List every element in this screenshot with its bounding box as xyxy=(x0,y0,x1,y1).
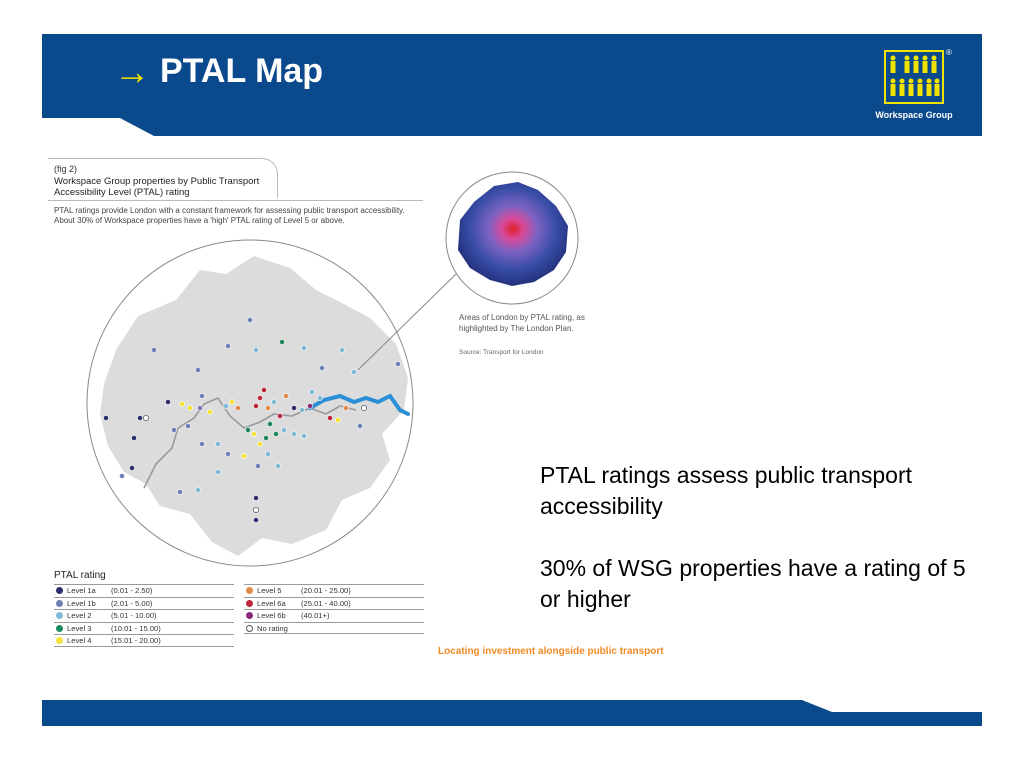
property-marker xyxy=(319,365,324,370)
legend-swatch xyxy=(56,587,63,594)
property-marker xyxy=(103,415,108,420)
inset-caption: Areas of London by PTAL rating, as highlighted by The London Plan. xyxy=(459,313,585,333)
legend-row xyxy=(54,597,234,610)
logo-people-icon xyxy=(884,50,944,104)
figure-divider xyxy=(48,200,423,201)
arrow-icon: → xyxy=(114,50,150,92)
property-marker xyxy=(357,423,362,428)
property-marker xyxy=(275,463,280,468)
legend-row xyxy=(244,584,424,597)
property-marker xyxy=(177,489,182,494)
property-marker xyxy=(199,393,204,398)
legend-swatch xyxy=(56,612,63,619)
property-marker xyxy=(187,405,192,410)
legend-row xyxy=(54,622,234,635)
property-marker xyxy=(241,453,246,458)
bullet-list xyxy=(540,460,970,646)
legend-range: (5.01 - 10.00) xyxy=(111,611,157,621)
property-marker xyxy=(229,399,234,404)
property-marker xyxy=(223,403,228,408)
property-marker xyxy=(253,347,258,352)
legend-label: Level 1a xyxy=(67,586,96,596)
property-marker xyxy=(245,427,250,432)
legend-row xyxy=(54,634,234,647)
property-marker xyxy=(339,347,344,352)
property-marker xyxy=(327,415,332,420)
property-marker xyxy=(253,507,258,512)
property-marker xyxy=(291,405,296,410)
legend-title: PTAL rating xyxy=(54,570,106,581)
property-marker xyxy=(225,451,230,456)
property-marker xyxy=(253,403,258,408)
figure-description: PTAL ratings provide London with a constant framework for assessing public transport accessibility. About 30% of Workspace properties have a 'high' PTAL rating of Level 5 or above. xyxy=(54,206,405,225)
legend-range: (0.01 - 2.50) xyxy=(111,586,153,596)
property-marker xyxy=(281,427,286,432)
property-marker xyxy=(251,431,256,436)
legend-swatch xyxy=(246,587,253,594)
property-marker xyxy=(309,389,314,394)
property-marker xyxy=(199,441,204,446)
property-marker xyxy=(301,433,306,438)
property-marker xyxy=(335,417,340,422)
company-logo xyxy=(864,46,964,126)
property-marker xyxy=(263,435,268,440)
legend-label: Level 3 xyxy=(67,624,92,634)
property-marker xyxy=(301,345,306,350)
legend-row xyxy=(244,609,424,622)
legend-row xyxy=(244,597,424,610)
legend-swatch xyxy=(56,600,63,607)
legend-range: (20.01 - 25.00) xyxy=(301,586,351,596)
property-marker xyxy=(267,421,272,426)
property-marker xyxy=(165,399,170,404)
property-marker xyxy=(131,435,136,440)
property-marker xyxy=(279,339,284,344)
property-marker xyxy=(307,403,312,408)
legend-row xyxy=(244,622,424,635)
footer-background xyxy=(42,698,982,726)
footer-caption-clip xyxy=(438,646,664,668)
inset-source: Source: Transport for London xyxy=(459,349,544,356)
legend-label: Level 6b xyxy=(257,611,286,621)
property-marker xyxy=(277,413,282,418)
property-marker xyxy=(143,415,148,420)
property-marker xyxy=(255,463,260,468)
page-title-text: PTAL Map xyxy=(160,52,324,90)
legend-right-column xyxy=(244,584,424,634)
property-marker xyxy=(317,395,322,400)
property-marker xyxy=(129,465,134,470)
property-marker xyxy=(197,405,202,410)
legend-swatch xyxy=(56,625,63,632)
property-marker xyxy=(253,517,258,522)
figure-label: (fig 2) xyxy=(54,164,78,174)
property-marker xyxy=(265,405,270,410)
figure-title: Workspace Group properties by Public Transport Accessibility Level (PTAL) rating xyxy=(54,176,260,198)
property-marker xyxy=(271,399,276,404)
legend-label: Level 4 xyxy=(67,636,92,646)
legend-label: Level 1b xyxy=(67,598,96,608)
property-marker xyxy=(119,473,124,478)
property-marker xyxy=(351,369,356,374)
page-title xyxy=(114,52,323,91)
london-map xyxy=(78,238,423,568)
legend-swatch xyxy=(246,612,253,619)
property-marker xyxy=(235,405,240,410)
legend-range: (10.01 - 15.00) xyxy=(111,624,161,634)
legend-row xyxy=(54,609,234,622)
inset-map xyxy=(438,170,588,310)
property-marker xyxy=(247,317,252,322)
property-marker xyxy=(291,431,296,436)
bullet-item: PTAL ratings assess public transport accessibility xyxy=(540,462,912,519)
property-marker xyxy=(207,409,212,414)
property-marker xyxy=(361,405,366,410)
legend-label: Level 2 xyxy=(67,611,92,621)
legend-range: (15.01 - 20.00) xyxy=(111,636,161,646)
property-marker xyxy=(257,441,262,446)
property-marker xyxy=(137,415,142,420)
property-marker xyxy=(215,441,220,446)
legend-swatch xyxy=(246,625,253,632)
footer-band xyxy=(42,698,982,726)
property-marker xyxy=(195,487,200,492)
property-marker xyxy=(253,495,258,500)
logo-text: Workspace Group xyxy=(875,110,953,120)
legend-label: Level 6a xyxy=(257,598,286,608)
footer-caption: Locating investment alongside public transport xyxy=(438,646,664,657)
property-marker xyxy=(215,469,220,474)
property-marker xyxy=(299,407,304,412)
legend-left-column xyxy=(54,584,234,647)
property-marker xyxy=(273,431,278,436)
legend-label: Level 5 xyxy=(257,586,282,596)
legend-label: No rating xyxy=(257,623,288,633)
bullet-item: 30% of WSG properties have a rating of 5 or higher xyxy=(540,555,966,612)
property-marker xyxy=(283,393,288,398)
property-marker xyxy=(185,423,190,428)
property-marker xyxy=(261,387,266,392)
property-marker xyxy=(151,347,156,352)
property-marker xyxy=(257,395,262,400)
figure-panel xyxy=(48,158,664,668)
property-marker xyxy=(171,427,176,432)
property-marker xyxy=(343,405,348,410)
property-marker xyxy=(179,401,184,406)
legend-row xyxy=(54,584,234,597)
legend-range: (25.01 - 40.00) xyxy=(301,598,351,608)
registered-mark: ® xyxy=(946,48,952,57)
legend-range: (2.01 - 5.00) xyxy=(111,598,153,608)
property-marker xyxy=(225,343,230,348)
property-marker xyxy=(265,451,270,456)
legend-swatch xyxy=(246,600,253,607)
property-marker xyxy=(395,361,400,366)
property-marker xyxy=(195,367,200,372)
legend-range: (40.01+) xyxy=(301,611,330,621)
legend-swatch xyxy=(56,637,63,644)
